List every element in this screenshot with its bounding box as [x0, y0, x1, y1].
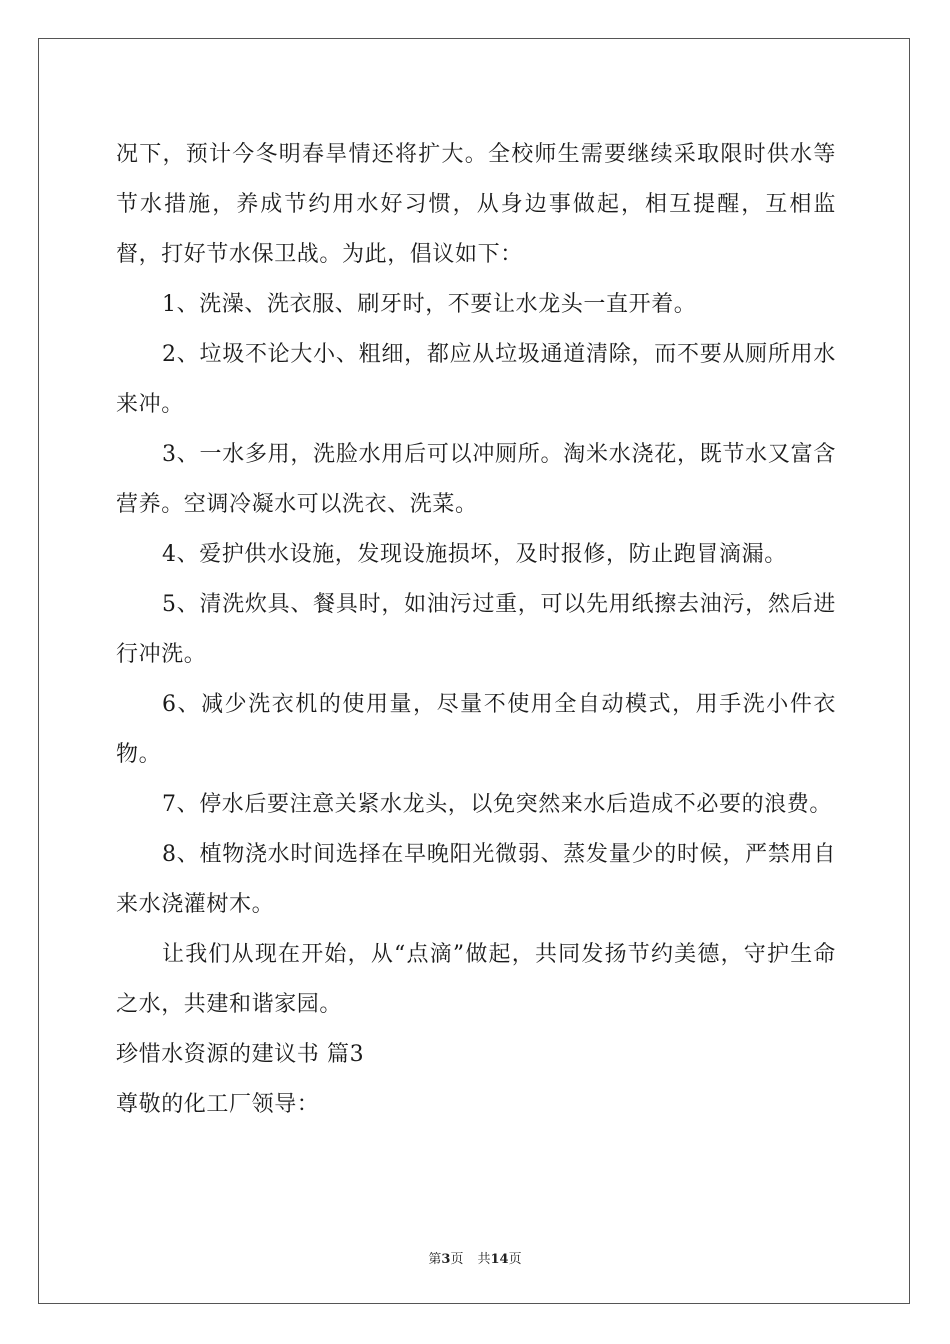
total-suffix: 页: [508, 1252, 522, 1267]
paragraph-intro: 况下，预计今冬明春旱情还将扩大。全校师生需要继续采取限时供水等节水措施，养成节约用水好习惯，从身边事做起，相互提醒，互相监督，打好节水保卫战。为此，倡议如下：: [116, 142, 836, 267]
paragraph-item-5: 5、清洗炊具、餐具时，如油污过重，可以先用纸擦去油污，然后进行冲洗。: [116, 592, 836, 667]
paragraph-item-2: 2、垃圾不论大小、粗细，都应从垃圾通道清除，而不要从厕所用水来冲。: [116, 342, 836, 417]
paragraph-item-3: 3、一水多用，洗脸水用后可以冲厕所。淘米水浇花，既节水又富含营养。空调冷凝水可以洗衣、洗菜。: [116, 442, 836, 517]
paragraph-item-4: 4、爱护供水设施，发现设施损坏，及时报修，防止跑冒滴漏。: [162, 542, 787, 567]
page-current: 3: [441, 1252, 451, 1267]
page-suffix: 页: [450, 1252, 464, 1267]
total-prefix: 共: [477, 1252, 491, 1267]
page-footer: [0, 1248, 950, 1267]
page-total: 14: [490, 1252, 509, 1267]
page-prefix: 第: [428, 1252, 442, 1267]
salutation: 尊敬的化工厂领导：: [116, 1092, 320, 1117]
paragraph-closing: 让我们从现在开始，从“点滴”做起，共同发扬节约美德，守护生命之水，共建和谐家园。: [116, 942, 836, 1017]
paragraph-item-1: 1、洗澡、洗衣服、刷牙时，不要让水龙头一直开着。: [162, 292, 697, 317]
paragraph-item-7: 7、停水后要注意关紧水龙头，以免突然来水后造成不必要的浪费。: [162, 792, 832, 817]
paragraph-item-8: 8、植物浇水时间选择在早晚阳光微弱、蒸发量少的时候，严禁用自来水浇灌树木。: [116, 842, 836, 917]
document-body: [116, 130, 836, 1130]
section-title: 珍惜水资源的建议书 篇3: [116, 1042, 365, 1067]
paragraph-item-6: 6、减少洗衣机的使用量，尽量不使用全自动模式，用手洗小件衣物。: [116, 692, 836, 767]
